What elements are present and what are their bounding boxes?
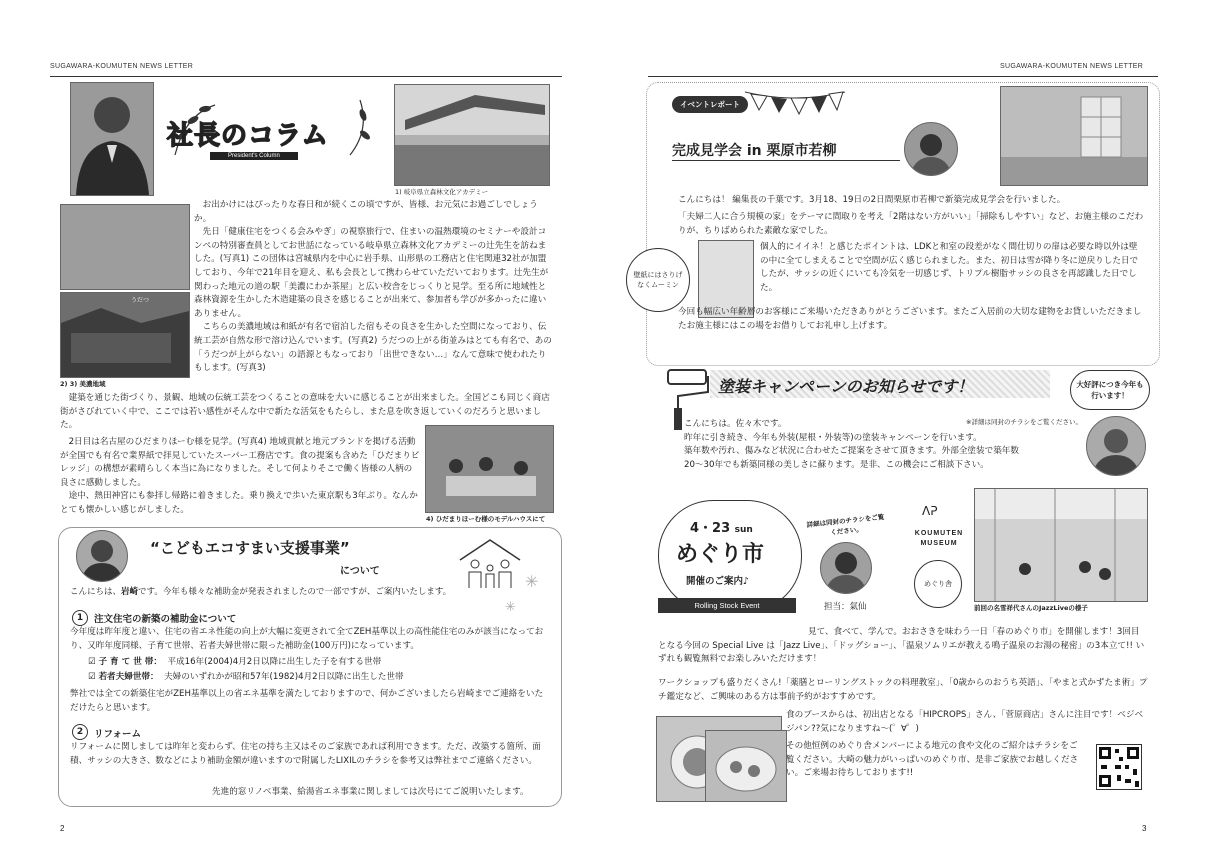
- meguri-paragraph-4: その他恒例のめぐり舎メンバーによる地元の食や文化のご紹介はチラシをご覧ください。大崎の魅力がいっぱいのめぐり市、是非ご家族でお越しください。ご来場お待ちしております!!: [786, 741, 1079, 779]
- criteria-label: 若者夫婦世帯：: [98, 672, 159, 682]
- page-number-left: 2: [60, 824, 65, 833]
- person-icon: [821, 543, 871, 593]
- staff-photo-chiba: [904, 122, 958, 176]
- eco-section1-note: 弊社では全ての新築住宅がZEH基準以上の省エネ基準を満たしておりますので、何かございましたら岩崎までご連絡をいただけたらと思います。: [70, 689, 544, 713]
- eco-section2-text: リフォームに関しましては昨年と変わらず、住宅の持ち主又はそのご家族であれば利用できます。ただ、改築する箇所、面積、サッシの大きさ、数などにより補助金額が違いますので附属したLIXILのチラシを参考又は弊社までご連絡ください。: [70, 742, 541, 766]
- family-house-illustration: [455, 538, 525, 590]
- column-paragraph: 2日目は名古屋のひだまりほーむ様を見学。(写真4) 地域貢献と地元ブランドを掲げる活動が全国でも有名で業界紙で拝見していたスーパー工務店です。食の提案も含めた「ひだまりビレッジ」の構想が素晴らしく本当に為になりました。そして何よりそこで働く皆様の人柄の良さに感動しました。: [60, 437, 420, 488]
- house-row-icon: [61, 293, 189, 377]
- bread-icon: [706, 731, 786, 801]
- column-paragraph: 先日「健康住宅をつくる会みやぎ」の視察旅行で、住まいの温熱環境のセミナーや設計コンペの特別審査員としてお世話になっている岐阜県立森林文化アカデミーの辻先生を訪ねました。(写真1) この団体は宮城県内を中心に岩手県、山形県の工務店と住宅関連32社が加盟しており、今年で21年目を迎え、私も会長として携わらせていただいております。辻先生が関わった地元の道の駅「美濃にわか茶屋」と広い校舎をじっくりと見学。至る所に地域性と森林資源を生かした木造建築の良さを感じることが出来て、参加者も学びが多かったに違いありません。: [194, 227, 549, 319]
- qr-code-icon: [1097, 745, 1141, 789]
- column-subtitle: President's Column: [210, 152, 298, 160]
- event-title: 完成見学会 in 栗原市若柳: [672, 143, 837, 159]
- rolling-stock-ribbon: Rolling Stock Event: [658, 598, 796, 613]
- caption-jazz-live: 前回の名雪祥代さんのJazzLiveの様子: [974, 604, 1088, 612]
- koumuten-museum-label: KOUMUTEN MUSEUM: [914, 530, 964, 547]
- criteria-label: 子 育 て 世 帯：: [98, 657, 162, 667]
- photo-forest-academy: [394, 84, 550, 186]
- event-report-tag: イベントレポート: [672, 96, 748, 113]
- paint-note: ※詳細は同封のチラシをご覧ください。: [966, 418, 1082, 426]
- eco-section2-note: 先進的窓リノベ事業、給湯省エネ事業に関しましては次号にてご説明いたします。: [212, 787, 529, 797]
- president-photo: [70, 82, 154, 196]
- person-silhouette-icon: [71, 83, 153, 195]
- criteria-text: 平成16年(2004)4月2日以降に出生した子を有する世帯: [167, 657, 382, 667]
- meguri-paragraph-2: ワークショップも盛りだくさん!「薬膳とローリングストックの料理教室」、「0歳からのおうち英語」、「やまと式かずたま術」プチ鑑定など、ご興味のある方は事前予約がおすすめです。: [658, 678, 1148, 702]
- eco-section1-title: 注文住宅の新築の補助金について: [94, 614, 237, 625]
- person-icon: [77, 531, 127, 581]
- column-title-block: [155, 95, 385, 165]
- newsletter-header-left: SUGAWARA-KOUMUTEN NEWS LETTER: [50, 63, 194, 70]
- sparkle-icon: ✳: [505, 600, 516, 615]
- caption-photo-4: 4) ひだまりほーむ様のモデルハウスにて: [426, 515, 546, 523]
- meguri-flyer-note: 詳細は同封のチラシをご覧ください。: [806, 512, 885, 537]
- check-icon: ☑: [88, 672, 99, 682]
- photo-udatsu-street: [60, 292, 190, 378]
- column-paragraph: こちらの美濃地域は和紙が有名で宿泊した宿もその良さを生かした空間になっており、伝統工芸が自然な形で溶け込んでいます。(写真2) うだつの上がる街並みはとても有名で、あの「うだつが上がらない」の語源ともなっており「出世できない…」なんて意味で使われたりもします。(写真3): [194, 322, 552, 374]
- criteria-text: 夫婦のいずれかが昭和57年(1982)4月2日以降に出生した世帯: [164, 672, 404, 682]
- person-icon: [1087, 417, 1145, 475]
- staff-photo-sasaki: [1086, 416, 1146, 476]
- family-icon: [455, 538, 525, 590]
- meguri-day: sun: [734, 525, 753, 535]
- column-paragraph: お出かけにはぴったりな春日和が続くこの頃ですが、皆様、お元気にお過ごしでしょうか。: [194, 200, 538, 224]
- check-icon: ☑: [88, 657, 99, 667]
- meguri-sha-badge: めぐり舎: [914, 560, 962, 608]
- people-icon: [426, 426, 553, 512]
- eco-title-suffix: について: [340, 566, 380, 577]
- meguri-date-number: 4・23: [690, 521, 731, 536]
- meguri-subtitle: 開催のご案内♪: [686, 576, 750, 587]
- eco-intro-name: 岩崎: [121, 587, 139, 597]
- photo-food-2: [705, 730, 787, 802]
- paint-text: こんにちは。佐々木です。 昨年に引き続き、今年も外装(屋根・外装等)の塗装キャンペーンを行います。 築年数や汚れ、傷みなど状況に合わせたご提案をさせて頂きます。外部全塗装で築年数 20〜30年でも新築同様の美しさに蘇ります。是非、この機会にご相談下さい。: [684, 419, 1019, 470]
- caption-photo-1: 1) 岐阜県立森林文化アカデミー: [395, 188, 489, 196]
- museum-logo-icon: ᐱᕈ: [922, 504, 938, 518]
- column-body-top: [194, 199, 552, 376]
- eco-section2-title: リフォーム: [94, 729, 142, 740]
- meguri-date: [690, 517, 753, 536]
- qr-code[interactable]: [1096, 744, 1142, 790]
- newsletter-header-right: SUGAWARA-KOUMUTEN NEWS LETTER: [1000, 63, 1144, 70]
- meguri-paragraph-3: 食のブースからは、初出店となる「HIPCROPS」さん、「菅原商店」さんに注目です！ベジベジパン??気になりますね～(゜∀゜): [786, 710, 1144, 734]
- photo-jazz-live: [974, 488, 1148, 602]
- column-title: 社長のコラム: [167, 121, 329, 151]
- sparkle-icon: ✳: [525, 572, 539, 591]
- column-paragraph: 途中、熱田神宮にも参拝し帰路に着きました。乗り換えで歩いた東京駅も3年ぶり。なんかとても懐かしい感じがしました。: [60, 491, 418, 515]
- column-paragraph: 建築を通じた街づくり、景観、地域の伝統工芸をつくることの意味を大いに感じることが出来ました。全国どこも同じく商店街がさびれていく中で、ここでは若い感性がそんな中で新たな活気をもたらし、また息を吹き返していくのだろうと思いました。: [60, 393, 550, 431]
- caption-udatsu: うだつ: [131, 297, 150, 304]
- eco-intro: [70, 586, 451, 600]
- bunting-icon: [745, 88, 845, 118]
- meguri-paragraph-1: 見て、食べて、学んで。おおさきを味わう一日「春のめぐり市」を開催します！3回目となる今回の Special Live は「Jazz Live」、「ドッグショー」、「温泉ソムリエが教える鳴子温泉のお湯の秘密」の3本立て!! いずれも観覧無料でお楽しみいただけます！: [658, 627, 1145, 665]
- eco-intro-post: です。今年も様々な補助金が発表されましたので一部ですが、ご案内いたします。: [138, 587, 452, 597]
- photo-hidamari-home: [425, 425, 554, 513]
- venue-icon: [975, 489, 1147, 601]
- event-paragraph-1: こんにちは！ 編集長の千葉です。3月18、19日の2日間栗原市若柳で新築完成見学会を行いました。: [678, 195, 1066, 205]
- eco-criteria-1: [88, 656, 548, 670]
- person-icon: [905, 123, 957, 175]
- eco-intro-pre: こんにちは、: [70, 587, 122, 597]
- column-body-bottom: [60, 436, 420, 518]
- eco-section1-text: 今年度は昨年度と違い、住宅の省エネ性能の向上が大幅に変更されて全てZEH基準以上の高性能住宅のみが該当になっており、又昨年度同様、子育て世帯、若者夫婦世帯に限った補助金(100万円)になっています。: [70, 627, 544, 651]
- building-icon: [395, 85, 549, 185]
- eco-title: “こどもエコすまい支援事業”: [150, 539, 350, 557]
- paint-popular-bubble: 大好評につき今年も行います！: [1070, 370, 1150, 410]
- event-paragraph-2: 「夫婦二人に合う規模の家」をテーマに間取りを考え「2階はない方がいい」「掃除もしやすい」など、お施主様のこだわりが、ちりばめられた素敵な家でした。: [678, 212, 1144, 236]
- page-number-right: 3: [1142, 824, 1147, 833]
- event-paragraph-3: 個人的にイイネ！と感じたポイントは、LDKと和室の段差がなく間仕切りの扉は必要な時以外は壁の中に全てしまえることで空間が広く感じられました。また、初日は雪が降り冬に逆戻りした日でしたが、サッシの近くにいても冷気を一切感じず、トリプル樹脂サッシの良さを再認識した日でした。: [760, 242, 1139, 293]
- number-2-icon: 2: [72, 724, 88, 740]
- event-title-underline: [672, 160, 900, 161]
- meguri-title: めぐり市: [676, 542, 765, 567]
- header-rule-right: [648, 76, 1158, 77]
- meguri-staff: 担当：氣仙: [824, 602, 867, 612]
- staff-photo-kesen: [820, 542, 872, 594]
- event-paragraph-4: 今回も幅広い年齢層のお客様にご来場いただきありがとうございます。またご入居前の大切な建物をお貸しいただきましたお施主様にはこの場をお借りしてお礼申し上げます。: [678, 307, 1142, 331]
- moomin-bubble: 壁紙にはさりげなくムーミン: [626, 248, 690, 312]
- photo-completed-house: [1000, 86, 1148, 186]
- number-1-icon: 1: [72, 610, 88, 626]
- interior-icon: [1001, 87, 1147, 185]
- caption-photo-2-3: 2) 3) 美濃地域: [60, 380, 106, 388]
- header-rule-left: [50, 76, 562, 77]
- eco-criteria-2: [88, 671, 548, 685]
- staff-photo-iwasaki: [76, 530, 128, 582]
- photo-mino-interior: [60, 204, 190, 290]
- paint-title: 塗装キャンペーンのお知らせです！: [718, 377, 974, 396]
